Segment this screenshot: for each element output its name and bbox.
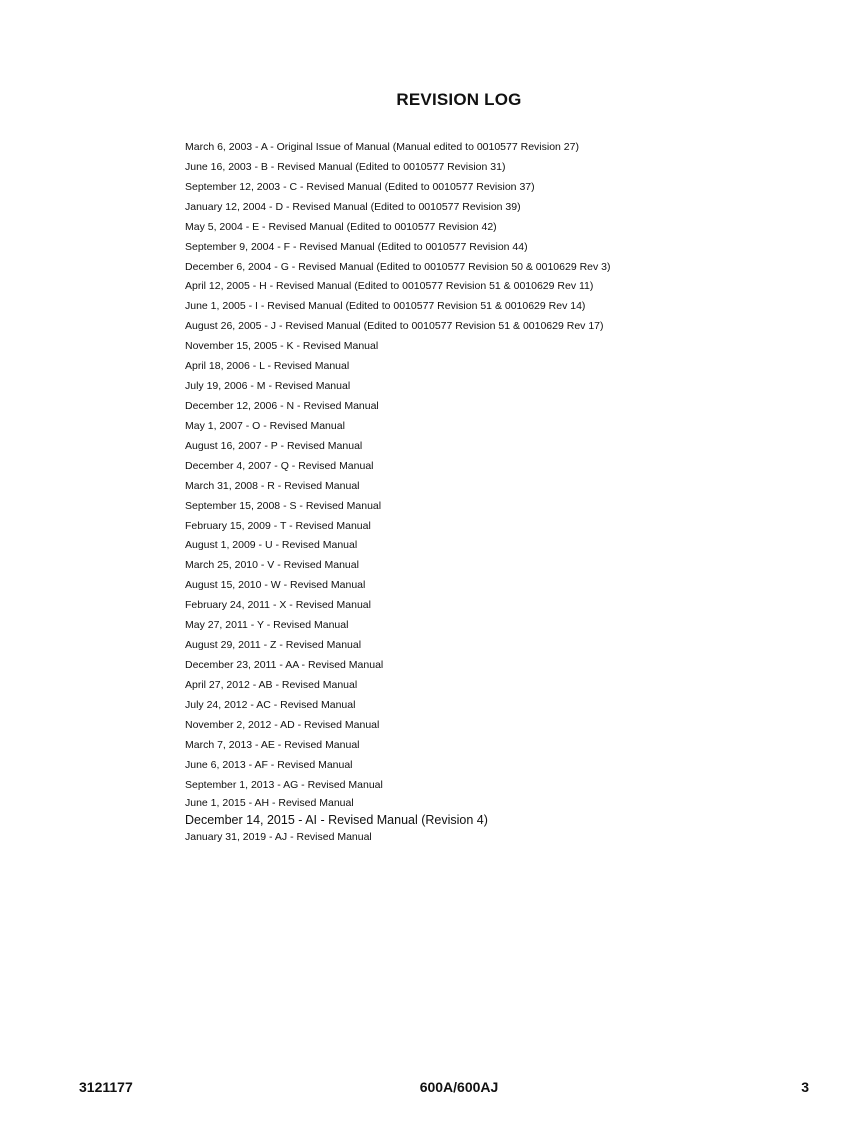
revision-log-list <box>185 138 745 846</box>
revision-entry-t: February 15, 2009 - T - Revised Manual <box>185 519 371 532</box>
revision-entry-o: May 1, 2007 - O - Revised Manual <box>185 419 345 432</box>
revision-entry-aj: January 31, 2019 - AJ - Revised Manual <box>185 831 372 844</box>
revision-entry-z: August 29, 2011 - Z - Revised Manual <box>185 639 362 652</box>
revision-entry-s: September 15, 2008 - S - Revised Manual <box>185 499 382 512</box>
revision-entry-l: April 18, 2006 - L - Revised Manual <box>185 360 350 373</box>
revision-entry-b: June 16, 2003 - B - Revised Manual (Edited to 0010577 Revision 31) <box>185 160 506 173</box>
revision-entry-e: May 5, 2004 - E - Revised Manual (Edited to 0010577 Revision 42) <box>185 220 497 233</box>
footer-manual-number: 3121177 <box>79 1079 133 1095</box>
revision-entry-ah: June 1, 2015 - AH - Revised Manual <box>185 797 354 810</box>
revision-entry-ai: December 14, 2015 - AI - Revised Manual (Revision 4) <box>185 813 488 828</box>
revision-entry-x: February 24, 2011 - X - Revised Manual <box>185 599 371 612</box>
revision-entry-ag: September 1, 2013 - AG - Revised Manual <box>185 778 383 791</box>
revision-entry-f: September 9, 2004 - F - Revised Manual (Edited to 0010577 Revision 44) <box>185 240 528 253</box>
revision-entry-v: March 25, 2010 - V - Revised Manual <box>185 559 359 572</box>
footer-model: 600A/600AJ <box>419 1079 499 1095</box>
revision-entry-ad: November 2, 2012 - AD - Revised Manual <box>185 718 380 731</box>
revision-entry-y: May 27, 2011 - Y - Revised Manual <box>185 619 349 632</box>
revision-entry-i: June 1, 2005 - I - Revised Manual (Edited to 0010577 Revision 51 & 0010629 Rev 14) <box>185 300 586 313</box>
revision-entry-m: July 19, 2006 - M - Revised Manual <box>185 380 351 393</box>
revision-entry-h: April 12, 2005 - H - Revised Manual (Edited to 0010577 Revision 51 & 0010629 Rev 11) <box>185 280 594 293</box>
revision-entry-ab: April 27, 2012 - AB - Revised Manual <box>185 678 358 691</box>
footer-page-number: 3 <box>801 1079 809 1095</box>
revision-entry-a: March 6, 2003 - A - Original Issue of Manual (Manual edited to 0010577 Revision 27) <box>185 141 579 153</box>
revision-entry-c: September 12, 2003 - C - Revised Manual (Edited to 0010577 Revision 37) <box>185 180 535 193</box>
revision-entry-q: December 4, 2007 - Q - Revised Manual <box>185 459 374 472</box>
revision-entry-ae: March 7, 2013 - AE - Revised Manual <box>185 738 360 751</box>
revision-entry-g: December 6, 2004 - G - Revised Manual (Edited to 0010577 Revision 50 & 0010629 Rev 3) <box>185 260 611 273</box>
revision-entry-j: August 26, 2005 - J - Revised Manual (Edited to 0010577 Revision 51 & 0010629 Rev 17) <box>185 320 604 333</box>
revision-entry-u: August 1, 2009 - U - Revised Manual <box>185 539 358 552</box>
revision-entry-p: August 16, 2007 - P - Revised Manual <box>185 439 363 452</box>
revision-entry-n: December 12, 2006 - N - Revised Manual <box>185 399 379 412</box>
revision-entry-d: January 12, 2004 - D - Revised Manual (Edited to 0010577 Revision 39) <box>185 200 521 213</box>
revision-entry-w: August 15, 2010 - W - Revised Manual <box>185 579 366 592</box>
revision-entry-r: March 31, 2008 - R - Revised Manual <box>185 479 360 492</box>
revision-entry-ac: July 24, 2012 - AC - Revised Manual <box>185 698 356 711</box>
revision-entry-k: November 15, 2005 - K - Revised Manual <box>185 340 379 353</box>
revision-entry-aa: December 23, 2011 - AA - Revised Manual <box>185 658 384 671</box>
page-title: REVISION LOG <box>396 90 522 109</box>
revision-entry-af: June 6, 2013 - AF - Revised Manual <box>185 758 353 771</box>
